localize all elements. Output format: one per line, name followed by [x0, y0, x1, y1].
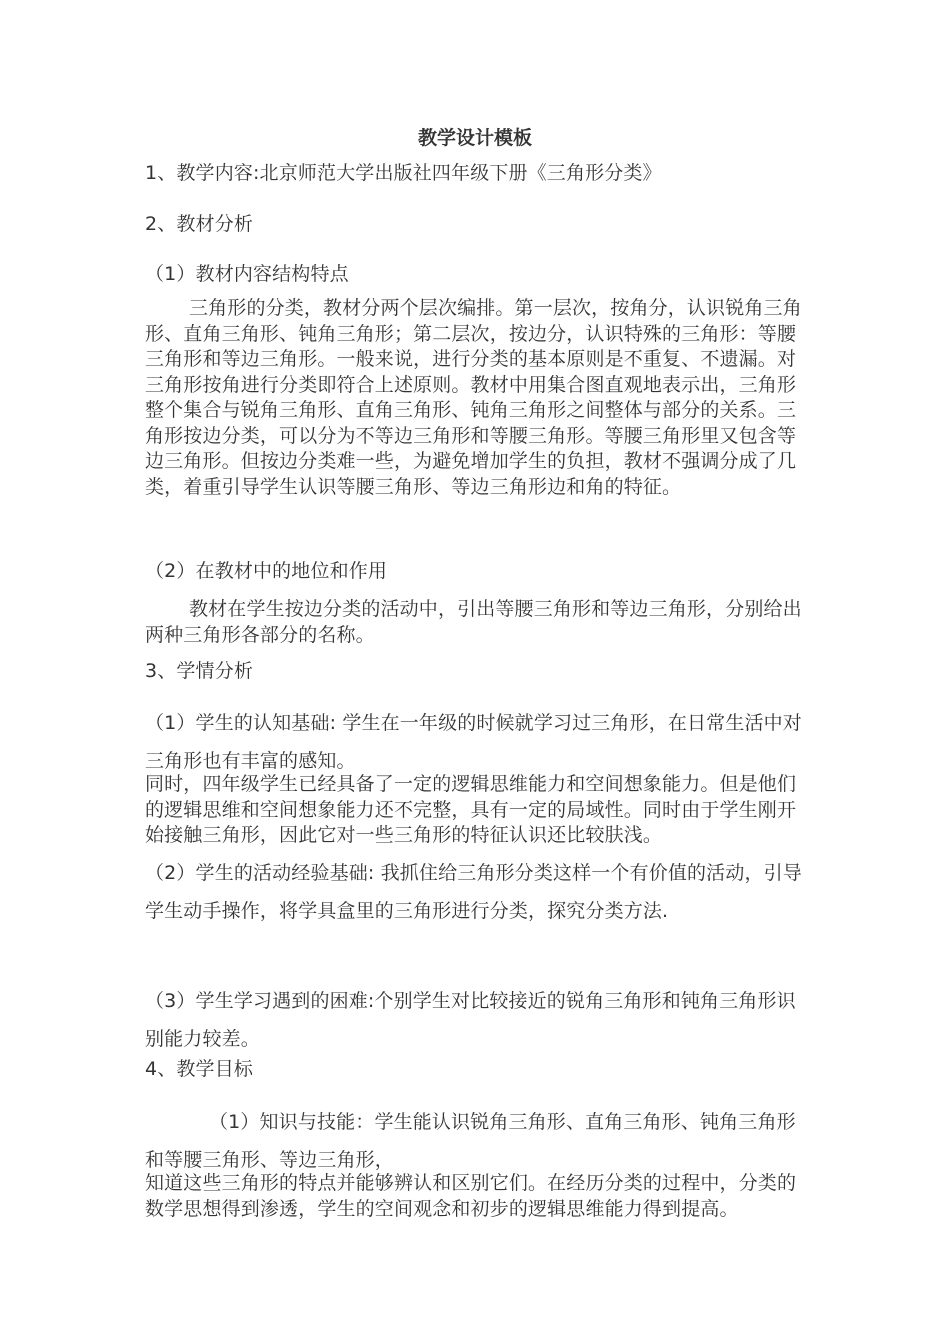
section-2-heading: 2、教材分析	[145, 213, 253, 235]
section-3-heading: 3、学情分析	[145, 660, 253, 682]
document-title: 教学设计模板	[417, 127, 532, 149]
section-2-1-heading: （1）教材内容结构特点	[145, 263, 349, 285]
section-3-2-paragraph: （2）学生的活动经验基础: 我抓住给三角形分类这样一个有价值的活动，引导学生动手操作，将学具盒里的三角形进行分类，探究分类方法.	[145, 862, 802, 922]
section-4-1-paragraph-lead: （1）知识与技能：学生能认识锐角三角形、直角三角形、钝角三角形和等腰三角形、等边三角形，	[145, 1111, 796, 1171]
section-3-3-paragraph: （3）学生学习遇到的困难:个别学生对比较接近的锐角三角形和钝角三角形识别能力较差。	[145, 990, 796, 1050]
section-4-1-paragraph-rest: 知道这些三角形的特点并能够辨认和区别它们。在经历分类的过程中，分类的数学思想得到渗透，学生的空间观念和初步的逻辑思维能力得到提高。	[145, 1172, 797, 1220]
section-1-teaching-content: 1、教学内容:北京师范大学出版社四年级下册《三角形分类》	[145, 162, 662, 184]
section-2-2-heading: （2）在教材中的地位和作用	[145, 560, 388, 582]
section-3-1-paragraph-lead: （1）学生的认知基础: 学生在一年级的时候就学习过三角形，在日常生活中对三角形也有丰富的感知。	[145, 712, 802, 772]
section-4-heading: 4、教学目标	[145, 1058, 253, 1080]
section-2-2-paragraph: 教材在学生按边分类的活动中，引出等腰三角形和等边三角形，分别给出两种三角形各部分的名称。	[145, 598, 802, 646]
section-3-1-paragraph-rest: 同时，四年级学生已经具备了一定的逻辑思维能力和空间想象能力。但是他们的逻辑思维和空间想象能力还不完整，具有一定的局域性。同时由于学生刚开始接触三角形，因此它对一些三角形的特征认识还比较肤浅。	[145, 773, 797, 846]
section-2-1-paragraph: 三角形的分类，教材分两个层次编排。第一层次，按角分，认识锐角三角形、直角三角形、钝角三角形；第二层次，按边分，认识特殊的三角形：等腰三角形和等边三角形。一般来说，进行分类的基本原则是不重复、不遗漏。对三角形按角进行分类即符合上述原则。教材中用集合图直观地表示出，三角形整个集合与锐角三角形、直角三角形、钝角三角形之间整体与部分的关系。三角形按边分类，可以分为不等边三角形和等腰三角形。等腰三角形里又包含等边三角形。但按边分类难一些，为避免增加学生的负担，教材不强调分成了几类，着重引导学生认识等腰三角形、等边三角形边和角的特征。	[145, 297, 802, 498]
